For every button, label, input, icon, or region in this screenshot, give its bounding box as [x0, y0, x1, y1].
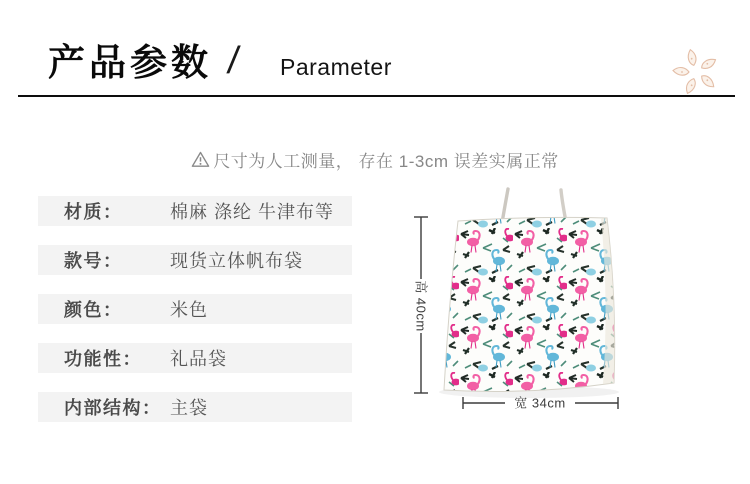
param-value: 礼品袋	[170, 349, 227, 369]
width-dimension-label: 宽 34cm	[514, 395, 566, 411]
parameter-list	[38, 196, 352, 441]
measurement-notice-text: 尺寸为人工测量， 存在 1-3cm 误差实属正常	[213, 151, 559, 171]
title-separator: /	[225, 40, 242, 82]
param-row-inner-structure	[38, 392, 352, 422]
height-dimension-label: 高 40cm	[413, 280, 429, 332]
measurement-notice	[0, 147, 750, 171]
param-row-color	[38, 294, 352, 324]
tote-bag-image	[444, 189, 615, 391]
warning-icon	[191, 151, 210, 168]
bag-handle	[502, 189, 508, 223]
param-value: 棉麻 涤纶 牛津布等	[170, 202, 335, 222]
param-label: 内部结构：	[64, 398, 162, 418]
param-value: 米色	[170, 300, 208, 320]
page-title: 产品参数	[48, 42, 212, 83]
param-value: 现货立体帆布袋	[170, 251, 303, 271]
param-label: 功能性：	[64, 349, 142, 369]
product-figure	[405, 180, 655, 420]
param-label: 颜色：	[64, 300, 123, 320]
param-row-style-number	[38, 245, 352, 275]
param-row-material	[38, 196, 352, 226]
param-label: 款号：	[64, 251, 123, 271]
header	[18, 0, 735, 97]
param-value: 主袋	[170, 398, 208, 418]
flower-icon	[669, 42, 723, 100]
param-label: 材质：	[64, 202, 123, 222]
page-title-en: Parameter	[280, 54, 392, 80]
param-row-function	[38, 343, 352, 373]
